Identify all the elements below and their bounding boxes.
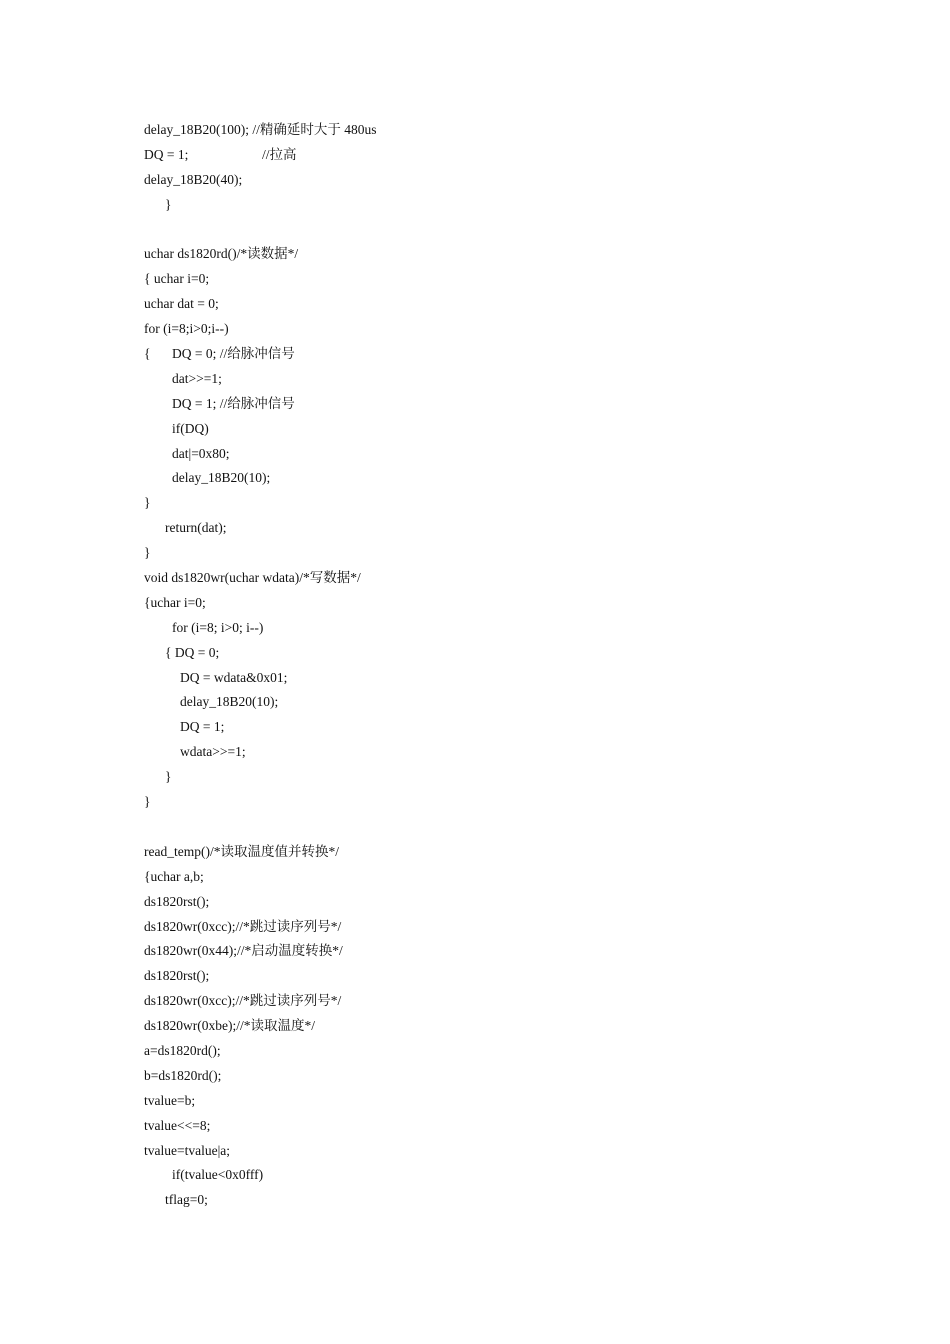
code-line: ds1820wr(0xcc);//*跳过读序列号*/ (144, 918, 342, 934)
code-line: DQ = wdata&0x01; (180, 669, 288, 685)
code-line: tvalue=tvalue|a; (144, 1142, 231, 1158)
code-line: { uchar i=0; (144, 271, 210, 287)
code-line (144, 143, 377, 168)
code-line: dat>>=1; (172, 370, 222, 386)
code-line: {uchar i=0; (144, 594, 206, 610)
code-line: if(tvalue<0x0fff) (172, 1167, 264, 1183)
code-brace: { (144, 346, 151, 362)
code-line: tvalue<<=8; (144, 1117, 211, 1133)
code-line: void ds1820wr(uchar wdata)/*写数据*/ (144, 570, 361, 586)
code-line: return(dat); (165, 520, 227, 536)
code-line: for (i=8; i>0; i--) (172, 619, 264, 635)
blank-line (144, 218, 377, 243)
code-line: delay_18B20(100); //精确延时大于 480us (144, 122, 377, 137)
code-line: {uchar a,b; (144, 868, 204, 884)
code-line: ds1820rst(); (144, 893, 210, 909)
code-line: if(DQ) (172, 420, 209, 436)
code-line: wdata>>=1; (180, 744, 246, 760)
code-line: delay_18B20(10); (180, 694, 279, 710)
code-listing (144, 118, 377, 1213)
code-statement: DQ = 0; //给脉冲信号 (172, 346, 295, 362)
code-comment: //拉高 (262, 146, 297, 162)
code-line: a=ds1820rd(); (144, 1042, 221, 1058)
code-line: uchar ds1820rd()/*读数据*/ (144, 246, 299, 262)
code-line: } (144, 495, 151, 511)
code-line: read_temp()/*读取温度值并转换*/ (144, 843, 339, 859)
code-line: dat|=0x80; (172, 445, 230, 461)
code-line: } (165, 196, 172, 212)
code-line: for (i=8;i>0;i--) (144, 321, 229, 337)
code-line: ds1820wr(0x44);//*启动温度转换*/ (144, 943, 343, 959)
blank-line (144, 815, 377, 840)
code-line: delay_18B20(10); (172, 470, 271, 486)
code-line: uchar dat = 0; (144, 296, 219, 312)
code-line: DQ = 1; (180, 719, 225, 735)
code-line: b=ds1820rd(); (144, 1067, 222, 1083)
code-line (144, 342, 377, 367)
code-statement: DQ = 1; (144, 146, 189, 162)
code-line: } (144, 545, 151, 561)
code-line: } (165, 769, 172, 785)
code-line: { DQ = 0; (165, 644, 220, 660)
code-line: tvalue=b; (144, 1092, 196, 1108)
code-line: } (144, 794, 151, 810)
code-line: ds1820wr(0xbe);//*读取温度*/ (144, 1018, 315, 1034)
code-line: ds1820wr(0xcc);//*跳过读序列号*/ (144, 993, 342, 1009)
code-line: tflag=0; (165, 1192, 208, 1208)
code-line: delay_18B20(40); (144, 171, 243, 187)
code-line: ds1820rst(); (144, 968, 210, 984)
code-line: DQ = 1; //给脉冲信号 (172, 395, 295, 411)
